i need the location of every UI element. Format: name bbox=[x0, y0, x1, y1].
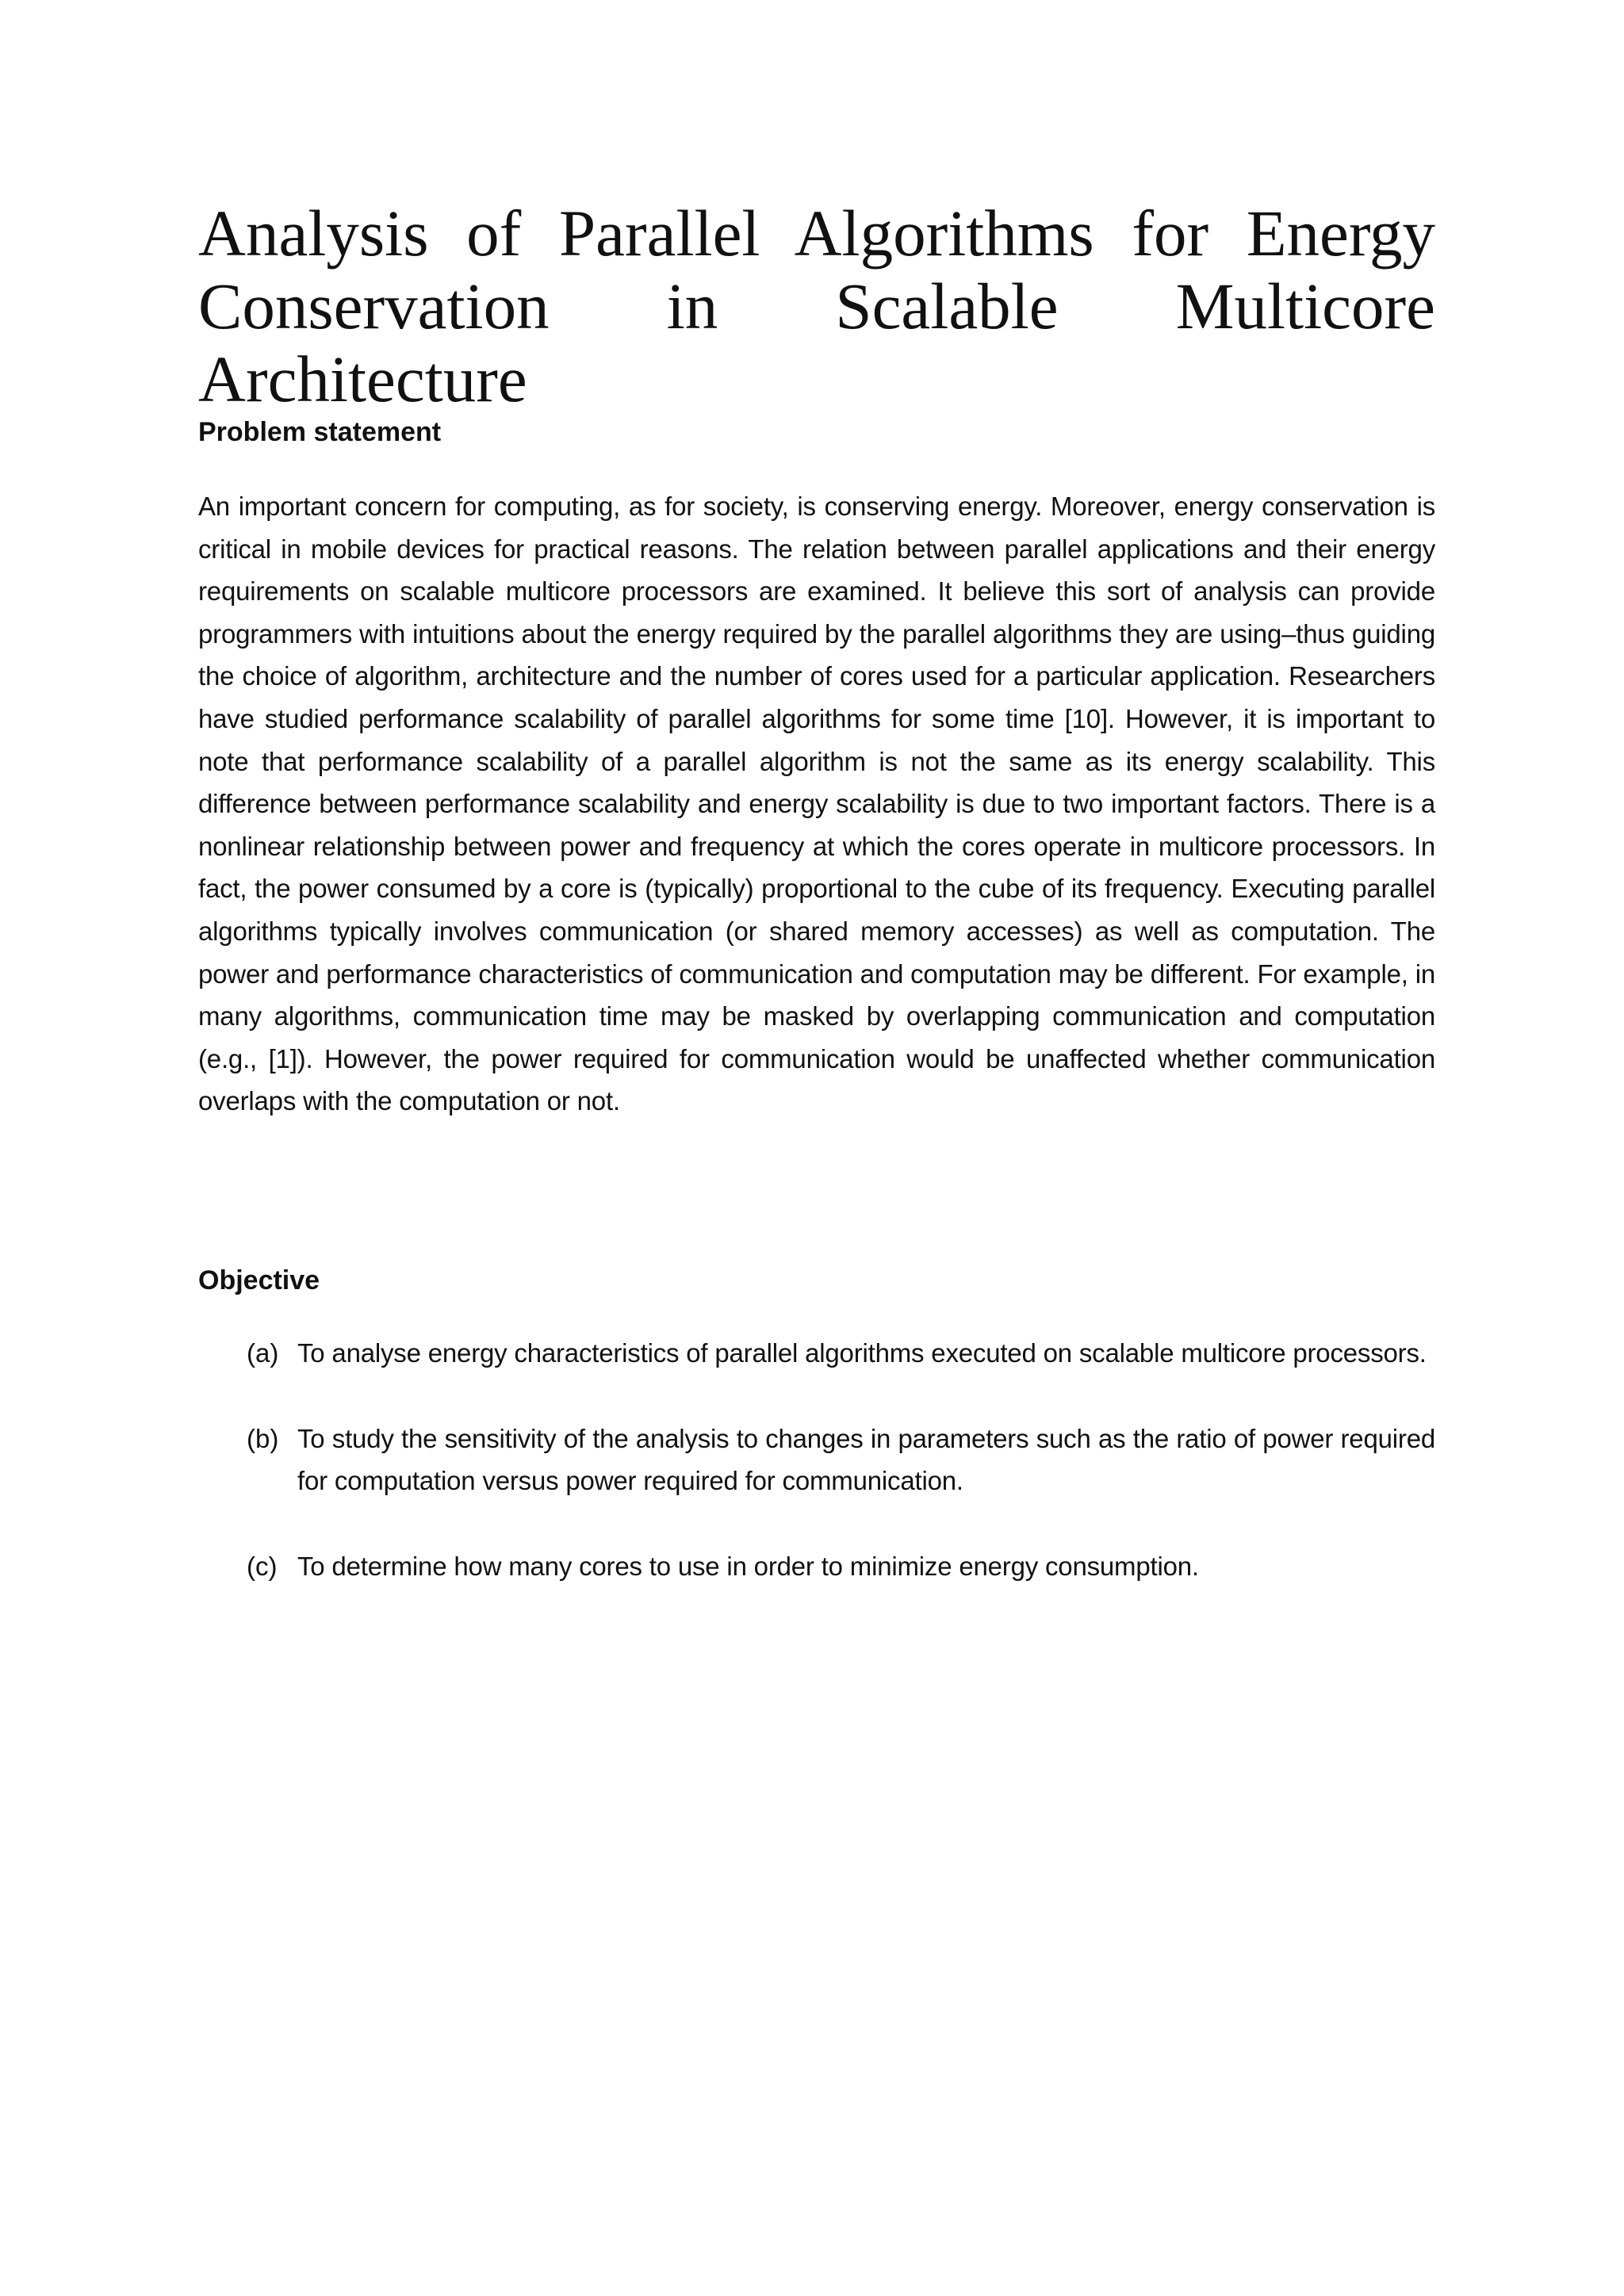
objective-item-b bbox=[198, 1418, 1435, 1502]
objective-marker: (b) bbox=[247, 1423, 279, 1453]
title-line-2: Conservation in Scalable Multicore Architecture bbox=[198, 270, 1435, 415]
objective-heading: Objective bbox=[198, 1265, 320, 1295]
objective-list bbox=[198, 1332, 1435, 1630]
objective-item-c bbox=[198, 1545, 1435, 1588]
objective-marker: (a) bbox=[247, 1338, 279, 1368]
objective-marker: (c) bbox=[247, 1551, 278, 1581]
problem-statement-paragraph: An important concern for computing, as for society, is conserving energy. Moreover, energy conservation is critical in mobile devices for practical reasons. The relation between parallel applications and their energy requirements on scalable multicore processors are examined. It believe this sort of analysis can provide programmers with intuitions about the energy required by the parallel algorithms they are using–thus guiding the choice of algorithm, architecture and the number of cores used for a particular application. Researchers have studied performance scalability of parallel algorithms for some time [10]. However, it is important to note that performance scalability of a parallel algorithm is not the same as its energy scalability. This difference between performance scalability and energy scalability is due to two important factors. There is a nonlinear relationship between power and frequency at which the cores operate in multicore processors. In fact, the power consumed by a core is (typically) proportional to the cube of its frequency. Executing parallel algorithms typically involves communication (or shared memory accesses) as well as computation. The power and performance characteristics of communication and computation may be different. For example, in many algorithms, communication time may be masked by overlapping communication and computation (e.g., [1]). However, the power required for communication would be unaffected whether communication overlaps with the computation or not. bbox=[198, 492, 1435, 1116]
problem-statement-heading: Problem statement bbox=[198, 417, 442, 447]
objective-text: To study the sensitivity of the analysis to changes in parameters such as the ratio of power required for computation versus power required for communication. bbox=[297, 1423, 1435, 1496]
objective-text: To analyse energy characteristics of parallel algorithms executed on scalable multicore processors. bbox=[297, 1338, 1427, 1368]
title-line-1: Analysis of Parallel Algorithms for Energy bbox=[198, 197, 1435, 270]
objective-item-a bbox=[198, 1332, 1435, 1375]
objective-text: To determine how many cores to use in order to minimize energy consumption. bbox=[297, 1551, 1199, 1581]
document-title bbox=[198, 197, 1435, 415]
